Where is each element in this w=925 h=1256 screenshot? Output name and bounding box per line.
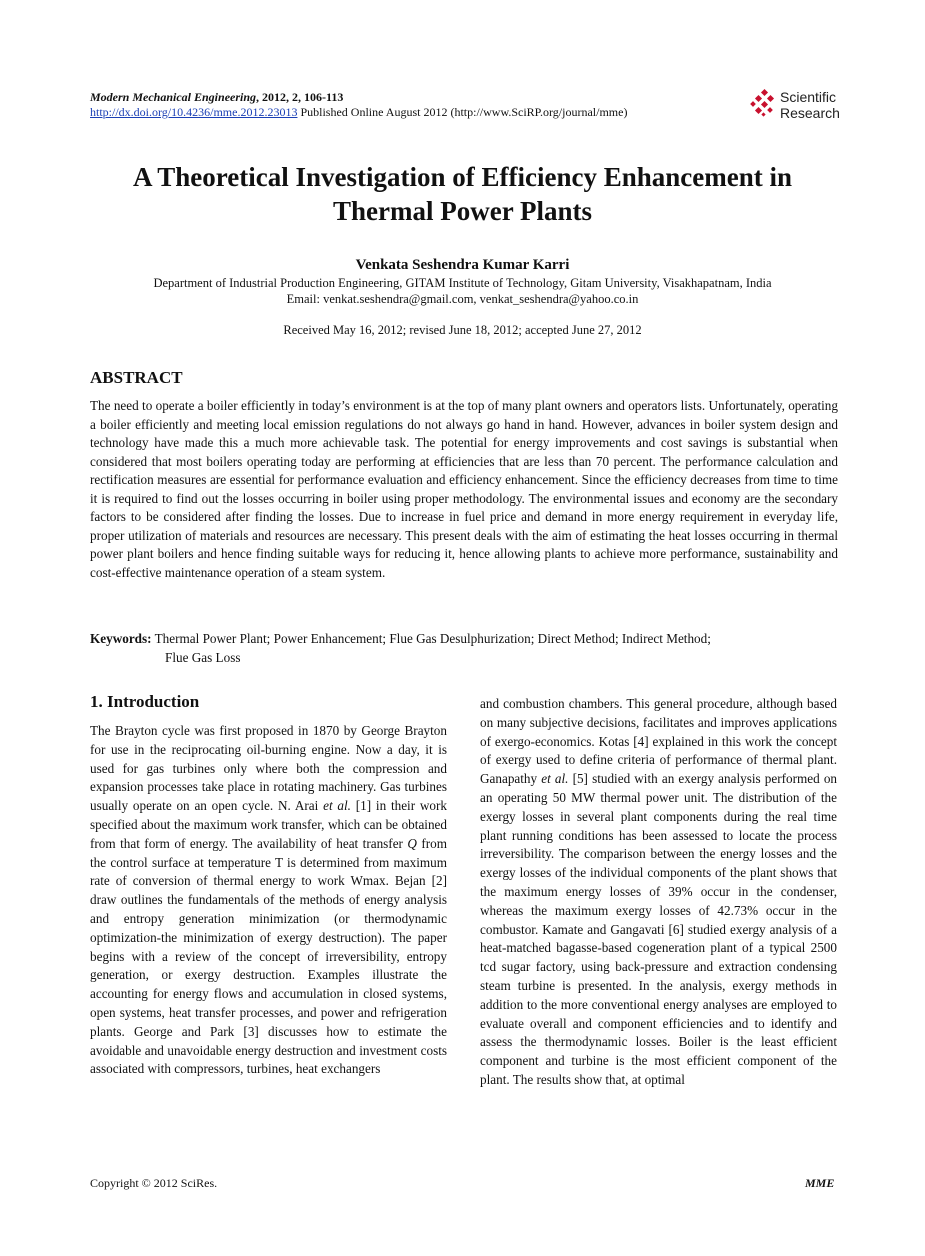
logo-text (780, 89, 840, 121)
intro-left-part-c: from the control surface at temperature T is determined from maximum rate of conversion of thermal energy to work Wmax. Bejan [2] draw outlines the fundamentals of the methods of energy analysis and entropy generation minimization (or thermodynamic optimization-the minimization of exergy destruction). The paper begins with a review of the concept of irreversibility, entropy generation, or exergy destruction. Examples illustrate the accounting for energy flows and accumulation in closed systems, open systems, heat transfer processes, and power and refrigeration plants. George and Park [3] discusses how to estimate the avoidable and unavoidable energy destruction and investment costs associated with compressors, turbines, heat exchangers (90, 835, 448, 1077)
intro-right-part-a: and combustion chambers. This general procedure, although based on many subjective decisions, facilitates and improves applications of exergo-economics. Kotas [4] explained in this work the concept of exergy used to define criteria of performance of thermal plant. Ganapathy (480, 696, 837, 787)
paper-title (60, 160, 865, 228)
doi-link[interactable]: http://dx.doi.org/10.4236/mme.2012.23013 (90, 105, 298, 119)
intro-left-q: Q (407, 835, 417, 851)
doi-line (90, 105, 627, 120)
author-email: Email: venkat.seshendra@gmail.com, venkat_seshendra@yahoo.co.in (286, 292, 639, 306)
keywords-line1: Thermal Power Plant; Power Enhancement; Flue Gas Desulphurization; Direct Method; Indirect Method; (151, 631, 711, 646)
logo-line2: Research (780, 105, 840, 121)
logo-diamond-icon (750, 88, 780, 118)
abstract-text: The need to operate a boiler efficiently in today’s environment is at the top of many plant owners and operators lists. Unfortunately, operating a boiler efficiently and meeting local emission regulations do not always go hand in hand. However, advances in boiler system design and technology have made this a much more achievable task. The potential for energy improvements and cost savings is substantial when considered that most boilers operating today are performing at efficiencies that are less than 70 percent. The performance calculation and rectification measures are essential for performance evaluation and efficiency enhancement. Since the efficiency decreases from time to time it is required to find out the losses occurring in boiler using proper methodology. The environmental issues and economy are the secondary factors to be considered after finding the losses. Due to increase in fuel price and demand in more energy requirement in everyday life, proper utilization of materials and resources are necessary. This present deals with the aim of estimating the heat losses occurring in thermal power plant boilers and hence finding suitable ways for reducing it, hence allowing plants to achieve more performance, sustainability and cost-effective maintenance operation of a steam system. (90, 398, 838, 580)
intro-right-etal: et al. (541, 771, 569, 787)
abstract-heading: ABSTRACT (90, 368, 183, 387)
title-line2: Thermal Power Plants (333, 196, 592, 226)
journal-name: Modern Mechanical Engineering (90, 90, 257, 104)
footer-copyright: Copyright © 2012 SciRes. (90, 1176, 218, 1190)
journal-citation (90, 90, 343, 105)
introduction-right-column (480, 695, 837, 1090)
author-name: Venkata Seshendra Kumar Karri (355, 257, 570, 273)
affiliation-text: Department of Industrial Production Engineering, GITAM Institute of Technology, Gitam University, Visakhapatnam, India (153, 276, 772, 290)
intro-left-part-b: [1] in their work specified about the maximum work transfer, which can be obtained from that form of energy. The availability of heat transfer (90, 798, 447, 851)
keywords (90, 630, 838, 667)
author-affiliation (60, 275, 865, 307)
received-dates: Received May 16, 2012; revised June 18, 2012; accepted June 27, 2012 (283, 323, 642, 337)
intro-left-part-a: The Brayton cycle was first proposed in 1870 by George Brayton for use in the reciprocating oil-burning engine. Now a day, it is used for gas turbines only where both the compression and expansion processes take place in rotating machinery. Gas turbines usually operate on an open cycle. N. Arai (90, 723, 447, 814)
keywords-label: Keywords: (90, 631, 152, 646)
logo-line1: Scientific (780, 89, 837, 105)
intro-right-part-b: [5] studied with an exergy analysis performed on an operating 50 MW thermal power unit. The distribution of the exergy losses in several plant components during the real time plant running conditions has been assessed to locate the process irreversibility. The comparison between the energy losses and the exergy losses of the individual components of the plant shows that the maximum energy losses of 39% occur in the condenser, whereas the maximum exergy losses of 42.73% occur in the combustor. Kamate and Gangavati [6] studied exergy analysis of a heat-matched bagasse-based cogeneration plant of a typical 2500 tcd sugar factory, using back-pressure and extraction condensing steam turbine is presented. In the analysis, exergy methods in addition to the more conventional energy analyses are employed to evaluate overall and component efficiencies and to identify and assess the thermodynamic losses. Boiler is the least efficient component and turbine is the most efficient component of the plant. The results show that, at optimal (480, 771, 838, 1087)
footer-journal-abbr: MME (805, 1176, 835, 1190)
section-heading-introduction: 1. Introduction (90, 692, 200, 711)
published-info: Published Online August 2012 (http://www.SciRP.org/journal/mme) (297, 105, 628, 119)
scientific-research-logo (750, 88, 850, 122)
introduction-left-column (90, 722, 447, 1079)
keywords-line2: Flue Gas Loss (165, 649, 241, 665)
journal-volume: , 2012, 2, 106-113 (256, 90, 344, 104)
intro-left-etal: et al. (323, 798, 351, 814)
title-line1: A Theoretical Investigation of Efficiency Enhancement in (133, 162, 792, 192)
